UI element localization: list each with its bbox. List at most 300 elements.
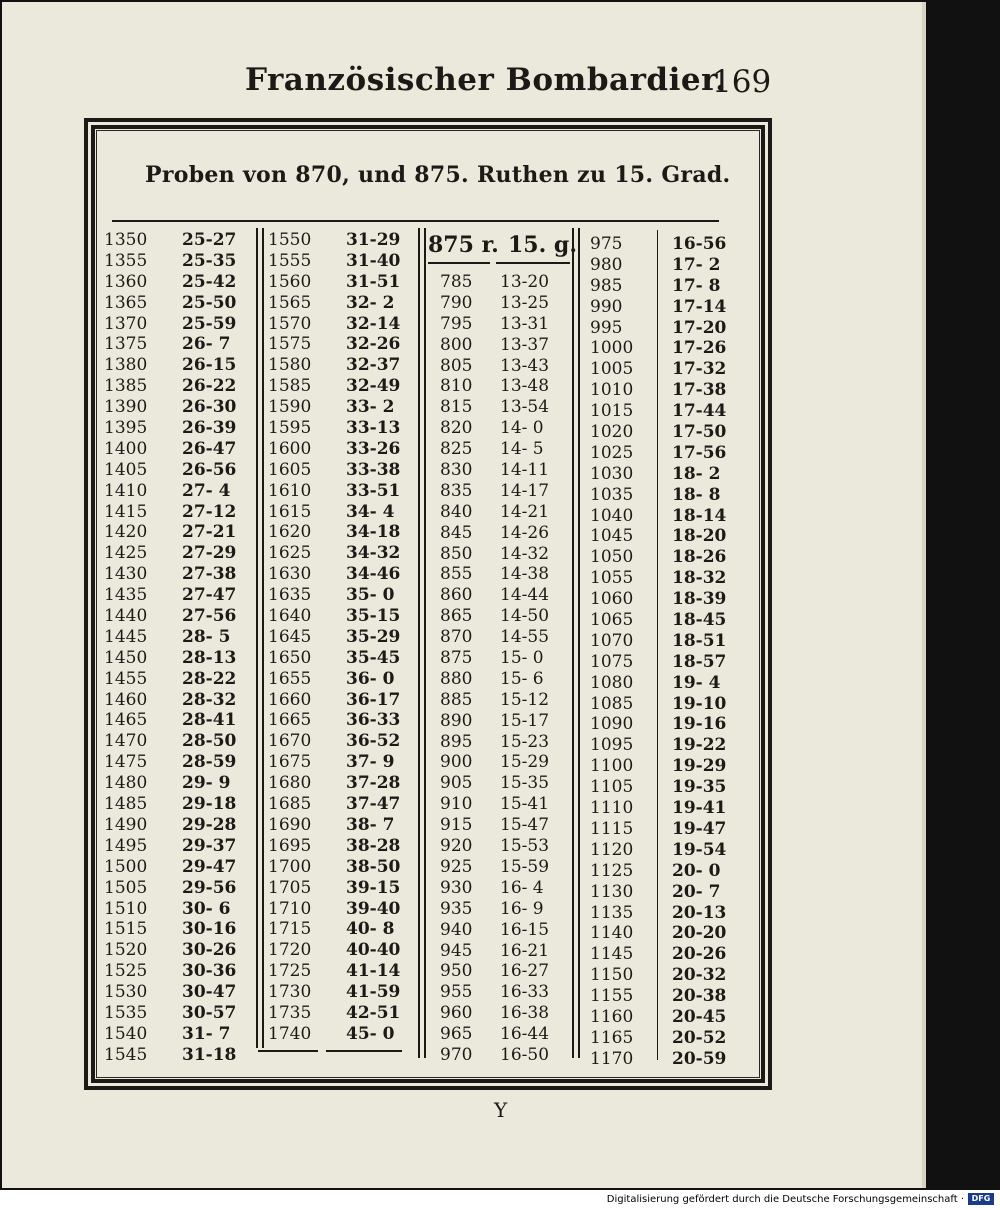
column-divider (578, 228, 580, 1058)
table-cell: 1405 (104, 459, 148, 480)
table-cell: 1510 (104, 898, 148, 919)
table-cell: 830 (440, 460, 473, 481)
table-cell: 35-29 (346, 626, 401, 647)
table-cell: 35-45 (346, 647, 401, 668)
table-cell: 33-51 (346, 480, 401, 501)
table-cell: 37-47 (346, 794, 401, 815)
table-cell: 1685 (268, 794, 312, 815)
table-cell: 890 (440, 710, 473, 731)
running-title: Französischer Bombardier. (245, 62, 727, 98)
table-cell: 29- 9 (182, 773, 231, 794)
table-cell: 1060 (590, 589, 634, 610)
table-cell: 27-47 (182, 585, 237, 606)
table-cell: 27- 4 (182, 480, 231, 501)
table-cell: 15-23 (500, 731, 550, 752)
table-cell: 860 (440, 585, 473, 606)
column-divider (418, 228, 420, 1058)
table-cell: 38-50 (346, 856, 401, 877)
table-cell: 16- 4 (500, 877, 544, 898)
table-cell: 1020 (590, 422, 634, 443)
table-cell: 1415 (104, 501, 148, 522)
table-cell: 15-41 (500, 794, 550, 815)
table-cell: 1555 (268, 250, 312, 271)
table-cell: 33- 2 (346, 397, 395, 418)
table-cell: 45- 0 (346, 1023, 395, 1044)
table-cell: 985 (590, 275, 623, 296)
table-cell: 26-56 (182, 459, 237, 480)
table-cell: 1080 (590, 672, 634, 693)
table-cell: 27-21 (182, 522, 237, 543)
table-cell: 28-41 (182, 710, 237, 731)
table-cell: 30-16 (182, 919, 237, 940)
table-cell: 885 (440, 689, 473, 710)
table-cell: 1720 (268, 940, 312, 961)
footer-credit: Digitalisierung gefördert durch die Deutsche Forschungsgemeinschaft · (606, 1194, 964, 1205)
table-cell: 36-33 (346, 710, 401, 731)
table-cell: 1665 (268, 710, 312, 731)
table-cell: 1520 (104, 940, 148, 961)
table-cell: 18-39 (672, 589, 727, 610)
table-cell: 20-52 (672, 1027, 727, 1048)
column-distance-2 (268, 230, 338, 1045)
table-cell: 895 (440, 731, 473, 752)
table-cell: 19-47 (672, 818, 727, 839)
table-cell: 1635 (268, 585, 312, 606)
table-cell: 955 (440, 982, 473, 1003)
table-cell: 38-28 (346, 835, 401, 856)
table-cell: 1410 (104, 480, 148, 501)
table-cell: 14-21 (500, 501, 550, 522)
table-cell: 1475 (104, 752, 148, 773)
table-cell: 14-32 (500, 543, 550, 564)
table-cell: 1375 (104, 334, 148, 355)
table-cell: 28-22 (182, 668, 237, 689)
table-cell: 980 (590, 254, 623, 275)
table-cell: 1005 (590, 359, 634, 380)
table-cell: 1535 (104, 1002, 148, 1023)
table-cell: 1075 (590, 651, 634, 672)
column-distance-1 (104, 230, 174, 1066)
table-cell: 1360 (104, 271, 148, 292)
table-cell: 34-18 (346, 522, 401, 543)
table-cell: 1625 (268, 543, 312, 564)
table-cell: 1565 (268, 292, 312, 313)
table-cell: 29-56 (182, 877, 237, 898)
footer-bar (0, 1190, 1000, 1210)
table-cell: 19-29 (672, 756, 727, 777)
column-end-underline (258, 1050, 318, 1052)
column-degrees-3 (500, 272, 568, 1066)
table-cell: 1455 (104, 668, 148, 689)
table-cell: 16-38 (500, 1003, 550, 1024)
table-cell: 1470 (104, 731, 148, 752)
table-cell: 1395 (104, 418, 148, 439)
table-cell: 1015 (590, 401, 634, 422)
table-cell: 15- 6 (500, 668, 544, 689)
table-cell: 1620 (268, 522, 312, 543)
table-cell: 25-59 (182, 313, 237, 334)
table-cell: 17- 2 (672, 254, 721, 275)
table-cell: 1630 (268, 564, 312, 585)
table-cell: 1140 (590, 923, 634, 944)
table-cell: 1435 (104, 585, 148, 606)
table-cell: 850 (440, 543, 473, 564)
column-degrees-4 (672, 234, 736, 1070)
table-cell: 16-27 (500, 961, 550, 982)
table-cell: 30-57 (182, 1002, 237, 1023)
table-cell: 1150 (590, 965, 634, 986)
table-cell: 1385 (104, 376, 148, 397)
table-cell: 33-13 (346, 418, 401, 439)
table-top-rule (112, 220, 719, 222)
table-cell: 34-46 (346, 564, 401, 585)
table-cell: 1610 (268, 480, 312, 501)
table-cell: 18-26 (672, 547, 727, 568)
table-cell: 31-51 (346, 271, 401, 292)
table-cell: 16- 9 (500, 898, 544, 919)
table-cell: 1420 (104, 522, 148, 543)
table-cell: 17-50 (672, 422, 727, 443)
table-cell: 925 (440, 856, 473, 877)
table-cell: 1400 (104, 438, 148, 459)
table-cell: 1120 (590, 839, 634, 860)
table-cell: 17-32 (672, 359, 727, 380)
table-cell: 13-54 (500, 397, 550, 418)
table-cell: 30-47 (182, 982, 237, 1003)
header-degrees: 15. g. (508, 232, 577, 258)
table-cell: 1390 (104, 397, 148, 418)
table-cell: 36-17 (346, 689, 401, 710)
table-cell: 1090 (590, 714, 634, 735)
table-cell: 1355 (104, 250, 148, 271)
table-cell: 29-28 (182, 814, 237, 835)
table-cell: 840 (440, 501, 473, 522)
table-cell: 1650 (268, 647, 312, 668)
table-cell: 25-50 (182, 292, 237, 313)
table-cell: 990 (590, 296, 623, 317)
table-cell: 870 (440, 627, 473, 648)
table-cell: 880 (440, 668, 473, 689)
table-cell: 790 (440, 292, 473, 313)
table-cell: 1550 (268, 230, 312, 250)
table-cell: 17-38 (672, 380, 727, 401)
table-cell: 18-14 (672, 505, 727, 526)
dfg-logo: DFG (968, 1193, 994, 1205)
table-cell: 28-59 (182, 752, 237, 773)
table-cell: 1030 (590, 463, 634, 484)
table-cell: 13-43 (500, 355, 550, 376)
table-cell: 32-14 (346, 313, 401, 334)
table-cell: 1505 (104, 877, 148, 898)
table-cell: 800 (440, 334, 473, 355)
table-cell: 19-41 (672, 798, 727, 819)
table-cell: 1675 (268, 752, 312, 773)
table-cell: 930 (440, 877, 473, 898)
table-cell: 1655 (268, 668, 312, 689)
table-cell: 910 (440, 794, 473, 815)
table-cell: 28-32 (182, 689, 237, 710)
signature-mark: Y (494, 1098, 508, 1122)
table-cell: 1010 (590, 380, 634, 401)
column-divider (256, 228, 258, 1048)
table-cell: 26-39 (182, 418, 237, 439)
table-cell: 1170 (590, 1048, 634, 1069)
table-cell: 28-50 (182, 731, 237, 752)
table-cell: 1350 (104, 230, 148, 250)
table-cell: 1070 (590, 630, 634, 651)
table-cell: 1595 (268, 418, 312, 439)
table-cell: 1580 (268, 355, 312, 376)
table-cell: 920 (440, 836, 473, 857)
table-cell: 15-17 (500, 710, 550, 731)
table-cell: 1370 (104, 313, 148, 334)
table-cell: 30- 6 (182, 898, 231, 919)
table-cell: 940 (440, 919, 473, 940)
table-cell: 34- 4 (346, 501, 395, 522)
page-number: 169 (712, 64, 772, 100)
table-cell: 1130 (590, 881, 634, 902)
table-cell: 810 (440, 376, 473, 397)
table-cell: 30-26 (182, 940, 237, 961)
table-cell: 1525 (104, 961, 148, 982)
table-cell: 1615 (268, 501, 312, 522)
table-cell: 13-37 (500, 334, 550, 355)
table-cell: 16-21 (500, 940, 550, 961)
table-cell: 20- 7 (672, 881, 721, 902)
table-cell: 1055 (590, 568, 634, 589)
table-cell: 1125 (590, 860, 634, 881)
column-end-underline (326, 1050, 402, 1052)
table-cell: 1100 (590, 756, 634, 777)
table-cell: 18-57 (672, 651, 727, 672)
table-cell: 1640 (268, 606, 312, 627)
table-cell: 18-51 (672, 630, 727, 651)
table-cell: 37- 9 (346, 752, 395, 773)
table-cell: 1450 (104, 647, 148, 668)
table-cell: 970 (440, 1044, 473, 1065)
column-divider (657, 230, 658, 1060)
column-degrees-2 (346, 230, 416, 1045)
table-cell: 26-22 (182, 376, 237, 397)
table-cell: 14- 0 (500, 418, 544, 439)
table-cell: 815 (440, 397, 473, 418)
table-cell: 41-59 (346, 982, 401, 1003)
table-cell: 1695 (268, 835, 312, 856)
table-cell: 15-12 (500, 689, 550, 710)
table-cell: 1700 (268, 856, 312, 877)
table-cell: 1160 (590, 1006, 634, 1027)
table-cell: 18- 2 (672, 463, 721, 484)
table-cell: 15-53 (500, 836, 550, 857)
table-cell: 25-35 (182, 250, 237, 271)
header-underline (496, 262, 570, 264)
table-cell: 31- 7 (182, 1023, 231, 1044)
table-cell: 17-26 (672, 338, 727, 359)
table-cell: 17- 8 (672, 275, 721, 296)
table-cell: 32- 2 (346, 292, 395, 313)
table-cell: 14- 5 (500, 439, 544, 460)
table-cell: 13-31 (500, 313, 550, 334)
table-cell: 960 (440, 1003, 473, 1024)
table-cell: 27-56 (182, 606, 237, 627)
table-cell: 995 (590, 317, 623, 338)
table-cell: 1725 (268, 961, 312, 982)
table-cell: 38- 7 (346, 814, 395, 835)
table-cell: 29-18 (182, 794, 237, 815)
table-cell: 33-38 (346, 459, 401, 480)
table-cell: 1035 (590, 484, 634, 505)
column-distance-4 (590, 234, 652, 1070)
table-cell: 820 (440, 418, 473, 439)
table-cell: 19-16 (672, 714, 727, 735)
table-cell: 13-48 (500, 376, 550, 397)
table-cell: 1735 (268, 1002, 312, 1023)
table-cell: 1605 (268, 459, 312, 480)
table-cell: 1670 (268, 731, 312, 752)
table-cell: 1445 (104, 626, 148, 647)
table-cell: 26-15 (182, 355, 237, 376)
table-cell: 825 (440, 439, 473, 460)
table-cell: 36- 0 (346, 668, 395, 689)
table-cell: 16-56 (672, 234, 727, 254)
table-cell: 35- 0 (346, 585, 395, 606)
table-cell: 14-50 (500, 606, 550, 627)
table-cell: 965 (440, 1024, 473, 1045)
table-cell: 19-35 (672, 777, 727, 798)
table-cell: 1040 (590, 505, 634, 526)
table-cell: 875 (440, 648, 473, 669)
table-cell: 785 (440, 272, 473, 292)
table-cell: 1095 (590, 735, 634, 756)
table-cell: 20-26 (672, 944, 727, 965)
table-cell: 935 (440, 898, 473, 919)
table-cell: 18-32 (672, 568, 727, 589)
table-cell: 42-51 (346, 1002, 401, 1023)
table-cell: 27-29 (182, 543, 237, 564)
table-cell: 16-33 (500, 982, 550, 1003)
table-cell: 14-11 (500, 460, 550, 481)
table-cell: 1740 (268, 1023, 312, 1044)
table-cell: 1425 (104, 543, 148, 564)
table-cell: 34-32 (346, 543, 401, 564)
table-cell: 1530 (104, 982, 148, 1003)
table-cell: 20-59 (672, 1048, 727, 1069)
table-cell: 16-15 (500, 919, 550, 940)
table-cell: 17-14 (672, 296, 727, 317)
table-cell: 20- 0 (672, 860, 721, 881)
table-cell: 40- 8 (346, 919, 395, 940)
table-cell: 19-54 (672, 839, 727, 860)
table-cell: 1145 (590, 944, 634, 965)
column-divider (262, 228, 264, 1048)
table-cell: 32-49 (346, 376, 401, 397)
table-cell: 950 (440, 961, 473, 982)
table-cell: 1490 (104, 814, 148, 835)
table-cell: 29-47 (182, 856, 237, 877)
running-head (0, 62, 920, 112)
table-cell: 1155 (590, 986, 634, 1007)
table-cell: 37-28 (346, 773, 401, 794)
table-cell: 15- 0 (500, 648, 544, 669)
table-cell: 17-44 (672, 401, 727, 422)
table-cell: 20-38 (672, 986, 727, 1007)
table-cell: 27-38 (182, 564, 237, 585)
table-cell: 26-30 (182, 397, 237, 418)
table-cell: 1050 (590, 547, 634, 568)
table-cell: 16-44 (500, 1024, 550, 1045)
header-underline (428, 262, 490, 264)
table-cell: 1515 (104, 919, 148, 940)
table-cell: 33-26 (346, 438, 401, 459)
table-cell: 1710 (268, 898, 312, 919)
table-cell: 1380 (104, 355, 148, 376)
table-cell: 1560 (268, 271, 312, 292)
table-cell: 19- 4 (672, 672, 721, 693)
table-cell: 1600 (268, 438, 312, 459)
table-cell: 1460 (104, 689, 148, 710)
table-cell: 36-52 (346, 731, 401, 752)
table-cell: 1065 (590, 610, 634, 631)
table-cell: 35-15 (346, 606, 401, 627)
table-cell: 13-25 (500, 292, 550, 313)
table-cell: 26-47 (182, 438, 237, 459)
table-cell: 39-15 (346, 877, 401, 898)
table-cell: 1115 (590, 818, 634, 839)
table-cell: 17-56 (672, 442, 727, 463)
table-cell: 805 (440, 355, 473, 376)
table-cell: 20-13 (672, 902, 727, 923)
table-cell: 1485 (104, 794, 148, 815)
table-cell: 1495 (104, 835, 148, 856)
table-cell: 915 (440, 815, 473, 836)
table-cell: 15-47 (500, 815, 550, 836)
table-cell: 1730 (268, 982, 312, 1003)
table-cell: 1680 (268, 773, 312, 794)
table-cell: 1135 (590, 902, 634, 923)
table-cell: 1660 (268, 689, 312, 710)
table-cell: 1430 (104, 564, 148, 585)
table-cell: 855 (440, 564, 473, 585)
table-cell: 18-45 (672, 610, 727, 631)
table-cell: 15-59 (500, 856, 550, 877)
table-cell: 17-20 (672, 317, 727, 338)
column-degrees-1 (182, 230, 252, 1066)
table-cell: 41-14 (346, 961, 401, 982)
table-cell: 1585 (268, 376, 312, 397)
table-cell: 1575 (268, 334, 312, 355)
table-cell: 31-18 (182, 1044, 237, 1065)
table-cell: 1110 (590, 798, 634, 819)
table-cell: 18-20 (672, 526, 727, 547)
table-cell: 1085 (590, 693, 634, 714)
table-cell: 32-26 (346, 334, 401, 355)
header-rods: 875 r. (428, 232, 499, 258)
table-cell: 865 (440, 606, 473, 627)
table-cell: 14-26 (500, 522, 550, 543)
table-cell: 14-38 (500, 564, 550, 585)
table-cell: 1105 (590, 777, 634, 798)
table-cell: 16-50 (500, 1044, 550, 1065)
table-cell: 25-27 (182, 230, 237, 250)
table-cell: 25-42 (182, 271, 237, 292)
table-cell: 1025 (590, 442, 634, 463)
table-cell: 835 (440, 480, 473, 501)
table-cell: 18- 8 (672, 484, 721, 505)
table-cell: 1000 (590, 338, 634, 359)
table-cell: 1590 (268, 397, 312, 418)
table-cell: 15-29 (500, 752, 550, 773)
column-distance-3 (440, 272, 494, 1066)
